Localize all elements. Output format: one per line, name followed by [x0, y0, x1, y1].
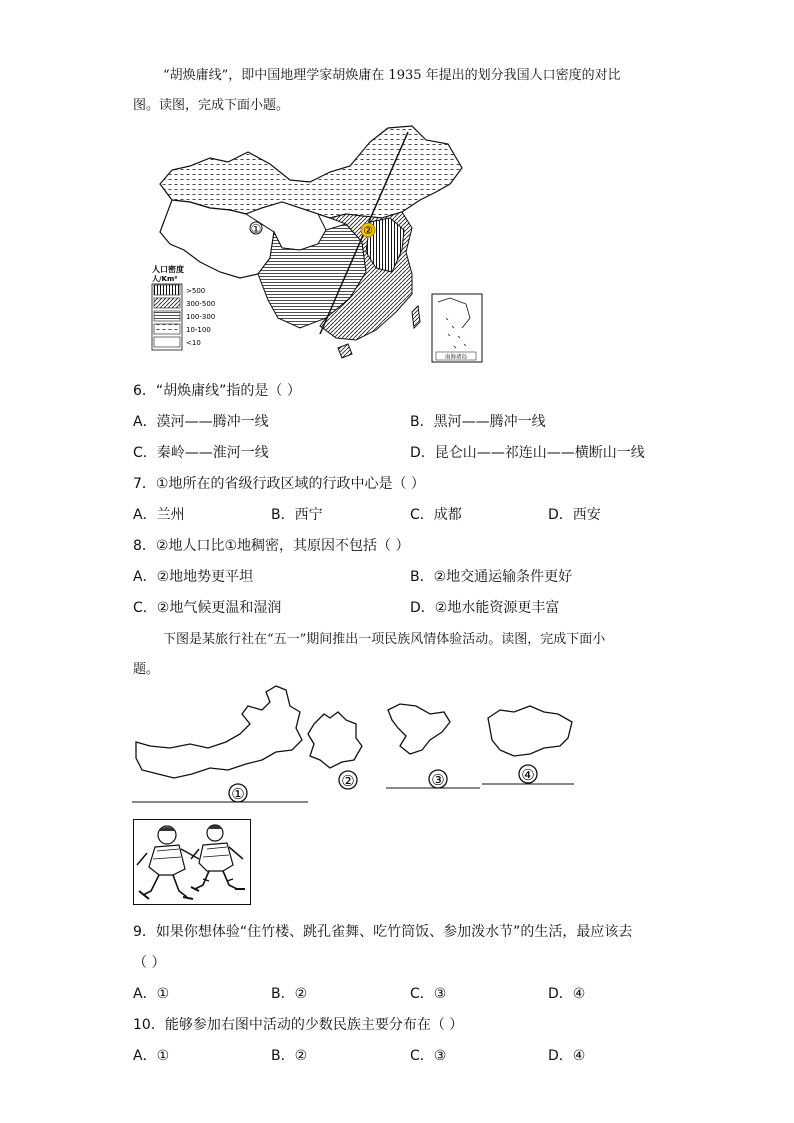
province-outline-3: [388, 704, 450, 754]
intro1-line1: “胡焕庸线”，即中国地理学家胡焕庸在 1935 年提出的划分我国人口密度的对比: [163, 68, 621, 83]
q10-option-d[interactable]: D．④: [548, 1048, 586, 1064]
legend-item-3: 100-300: [186, 313, 216, 321]
q10-option-a[interactable]: A．①: [133, 1048, 170, 1064]
legend-title: 人口密度: [152, 265, 184, 274]
q6-option-c[interactable]: C．秦岭——淮河一线: [133, 445, 269, 461]
intro2-line1: 下图是某旅行社在“五一”期间推出一项民族风情体验活动。读图，完成下面小: [163, 632, 606, 647]
q6-option-d[interactable]: D．昆仑山——祁连山——横断山一线: [410, 445, 645, 461]
map-marker-1: ①: [250, 222, 262, 236]
q8-option-c[interactable]: C．②地气候更温和湿润: [133, 600, 282, 616]
map-region-north: [160, 126, 462, 218]
province-label-4: ④: [521, 766, 535, 784]
q9-option-b[interactable]: B．②: [271, 986, 308, 1002]
q7-option-b[interactable]: B．西宁: [271, 507, 323, 523]
q7-option-d[interactable]: D．西安: [548, 507, 601, 523]
china-population-map: [150, 122, 490, 368]
q8-option-d[interactable]: D．②地水能资源更丰富: [410, 600, 560, 616]
inset-label: 南海诸岛: [444, 354, 468, 361]
q9-stem-line2: （ ）: [133, 955, 166, 971]
intro1-line2: 图。读图，完成下面小题。: [133, 98, 290, 113]
q6-stem: 6．“胡焕庸线”指的是（ ）: [133, 383, 301, 399]
q9-option-d[interactable]: D．④: [548, 986, 586, 1002]
legend-item-2: 300-500: [186, 300, 216, 308]
legend-item-4: 10-100: [186, 326, 211, 334]
province-label-2: ②: [341, 772, 355, 790]
legend-item-5: <10: [186, 339, 201, 347]
intro2-line2: 题。: [133, 662, 160, 677]
q8-option-a[interactable]: A．②地地势更平坦: [133, 569, 254, 585]
q9-stem-line1: 9．如果你想体验“住竹楼、跳孔雀舞、吃竹筒饭、参加泼水节”的生活，最应该去: [133, 924, 633, 940]
legend-item-1: >500: [186, 287, 206, 295]
province-outline-2: [308, 712, 362, 768]
q9-option-a[interactable]: A．①: [133, 986, 170, 1002]
province-outlines: [130, 684, 580, 808]
q6-option-a[interactable]: A．漠河——腾冲一线: [133, 414, 269, 430]
q8-option-b[interactable]: B．②地交通运输条件更好: [410, 569, 573, 585]
q7-stem: 7．①地所在的省级行政区域的行政中心是（ ）: [133, 476, 425, 492]
province-outline-4: [488, 706, 572, 756]
province-outline-1: [136, 686, 302, 778]
legend-unit: 人/Km²: [152, 275, 178, 283]
province-label-1: ①: [231, 785, 245, 803]
folk-dance-illustration: [133, 819, 251, 905]
map-marker-2: ②: [363, 224, 373, 237]
q7-option-c[interactable]: C．成都: [410, 507, 462, 523]
q10-option-b[interactable]: B．②: [271, 1048, 308, 1064]
q8-stem: 8．②地人口比①地稠密，其原因不包括（ ）: [133, 538, 410, 554]
q7-option-a[interactable]: A．兰州: [133, 507, 185, 523]
q10-stem: 10．能够参加右图中活动的少数民族主要分布在（ ）: [133, 1017, 464, 1033]
province-label-3: ③: [431, 771, 445, 789]
q10-option-c[interactable]: C．③: [410, 1048, 447, 1064]
q6-option-b[interactable]: B．黑河——腾冲一线: [410, 414, 546, 430]
q9-option-c[interactable]: C．③: [410, 986, 447, 1002]
